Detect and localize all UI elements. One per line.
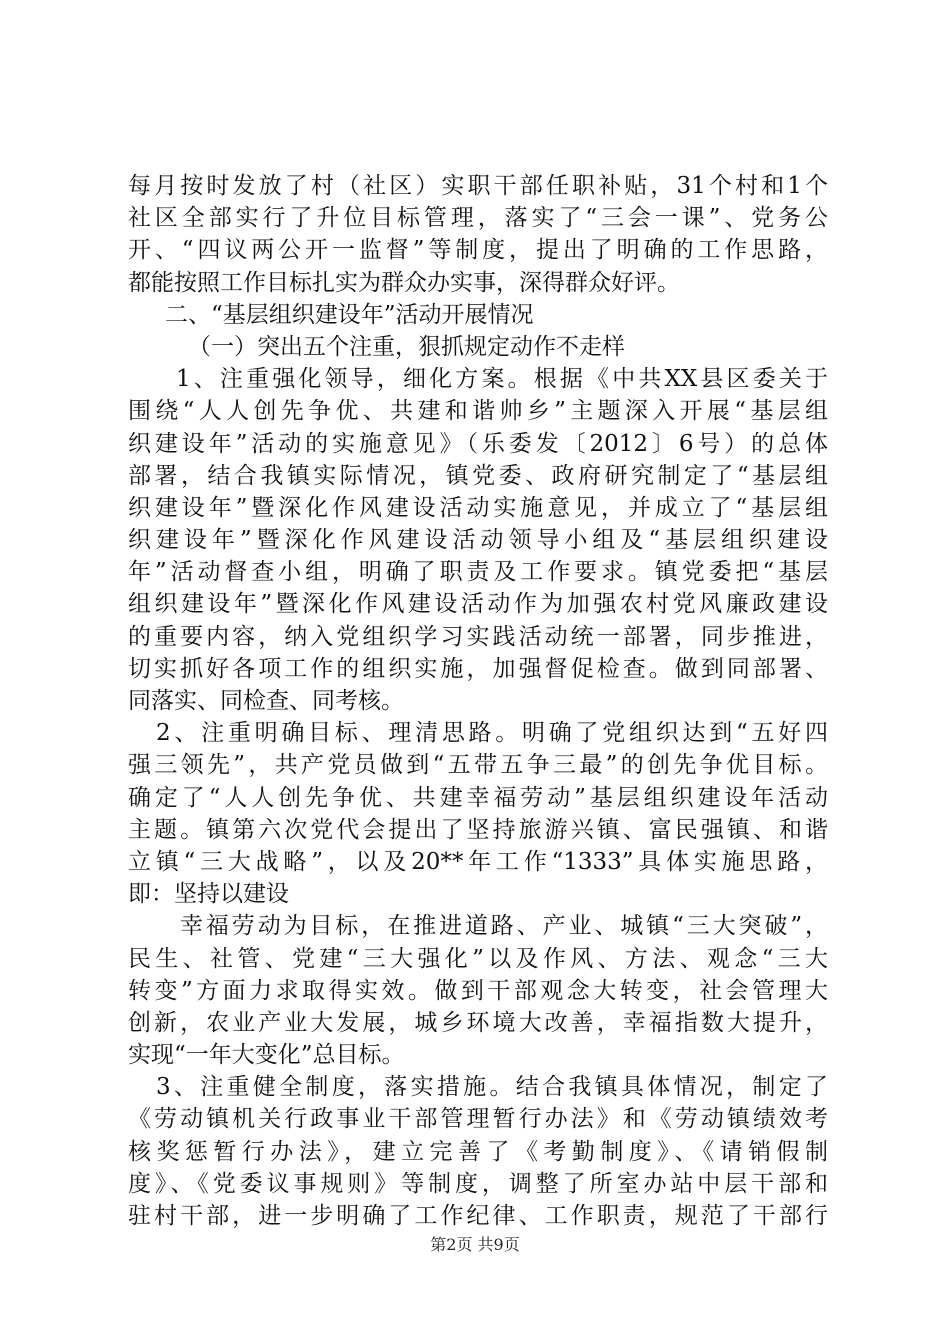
subsection-heading: （一）突出五个注重，狠抓规定动作不走样 — [188, 333, 625, 360]
text-line: 织建设年”暨深化作风建设活动实施意见，并成立了“基层组 — [128, 494, 828, 521]
text-line: 社区全部实行了升位目标管理，落实了“三会一课”、党务公 — [128, 205, 828, 232]
text-line: 确定了“人人创先争优、共建幸福劳动”基层组织建设年活动 — [128, 784, 828, 811]
text-line: 织建设年”暨深化作风建设活动领导小组及“基层组织建设 — [128, 527, 828, 554]
text-line: 强三领先”，共产党员做到“五带五争三最”的创先争优目标。 — [128, 752, 828, 779]
text-line: 即：坚持以建设 — [128, 881, 289, 908]
text-line: 转变”方面力求取得实效。做到干部观念大转变，社会管理大 — [128, 977, 828, 1004]
text-line: 度》、《党委议事规则》等制度，调整了所室办站中层干部和 — [128, 1170, 828, 1197]
text-line: 织建设年”活动的实施意见》（乐委发〔2012〕6号）的总体 — [128, 430, 828, 457]
text-line: 《劳动镇机关行政事业干部管理暂行办法》和《劳动镇绩效考 — [128, 1106, 828, 1133]
text-line: 年”活动督查小组，明确了职责及工作要求。镇党委把“基层 — [128, 559, 828, 586]
text-line: 都能按照工作目标扎实为群众办实事，深得群众好评。 — [128, 269, 680, 296]
text-line: 同落实、同检查、同考核。 — [128, 688, 404, 714]
text-line: 1、注重强化领导，细化方案。根据《中共XX县区委关于 — [176, 366, 828, 393]
text-line: 切实抓好各项工作的组织实施，加强督促检查。做到同部署、 — [128, 655, 828, 682]
text-line: 每月按时发放了村（社区）实职干部任职补贴，31个村和1个 — [128, 173, 828, 199]
text-line: 立镇“三大战略”，以及20**年工作“1333”具体实施思路， — [128, 848, 828, 875]
text-line: 的重要内容，纳入党组织学习实践活动统一部署，同步推进， — [128, 623, 828, 650]
text-line: 主题。镇第六次党代会提出了坚持旅游兴镇、富民强镇、和谐 — [128, 816, 828, 843]
text-line: 围绕“人人创先争优、共建和谐帅乡”主题深入开展“基层组 — [128, 398, 828, 425]
text-line: 实现“一年大变化”总目标。 — [128, 1042, 405, 1069]
text-line: 核奖惩暂行办法》，建立完善了《考勤制度》、《请销假制 — [128, 1138, 828, 1165]
text-line: 幸福劳动为目标，在推进道路、产业、城镇“三大突破”， — [180, 913, 828, 940]
page-footer: 第2页 共9页 — [430, 1235, 520, 1254]
text-line: 3、注重健全制度，落实措施。结合我镇具体情况，制定了 — [156, 1074, 828, 1101]
text-line: 民生、社管、党建“三大强化”以及作风、方法、观念“三大 — [128, 945, 828, 972]
section-heading: 二、“基层组织建设年”活动开展情况 — [165, 301, 534, 328]
text-line: 驻村干部，进一步明确了工作纪律、工作职责，规范了干部行 — [128, 1203, 828, 1229]
text-line: 组织建设年”暨深化作风建设活动作为加强农村党风廉政建设 — [128, 591, 828, 618]
document-body — [128, 170, 828, 1232]
text-line: 创新，农业产业大发展，城乡环境大改善，幸福指数大提升， — [128, 1009, 828, 1036]
text-line: 部署，结合我镇实际情况，镇党委、政府研究制定了“基层组 — [128, 462, 828, 489]
text-line: 开、“四议两公开一监督”等制度，提出了明确的工作思路， — [128, 237, 828, 264]
text-line: 2、注重明确目标、理清思路。明确了党组织达到“五好四 — [156, 720, 828, 747]
